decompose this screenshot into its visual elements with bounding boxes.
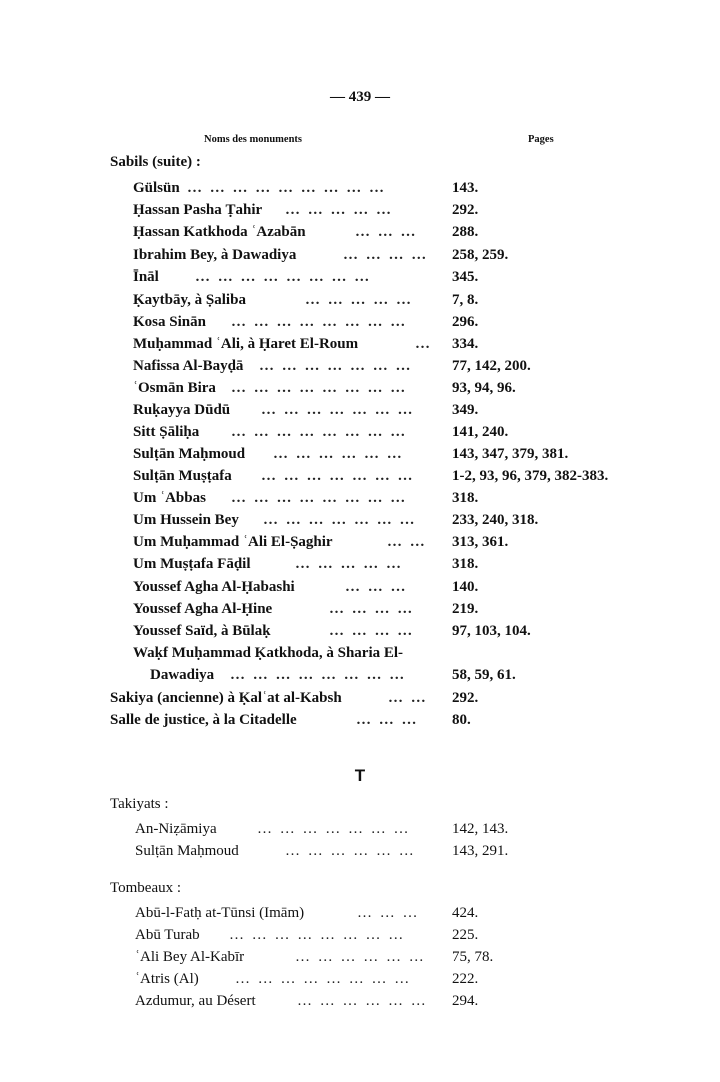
index-entry: [135, 840, 615, 862]
entry-name: Azdumur, au Désert: [135, 993, 256, 1009]
leader-dots: … … …: [345, 579, 408, 595]
index-entry: [133, 333, 613, 355]
leader-dots: … … … … … … … …: [230, 667, 407, 683]
entry-pages: 1-2, 93, 96, 379, 382-383.: [452, 468, 609, 484]
entry-pages: 140.: [452, 579, 479, 595]
index-entry: [133, 576, 613, 598]
index-entry: [133, 509, 613, 531]
entry-name: Ruḳayya Dūdū: [133, 402, 231, 418]
leader-dots: … … … … … …: [295, 949, 426, 965]
index-entry: [133, 465, 653, 487]
entry-name: Sulṭān Maḥmoud: [133, 446, 246, 462]
leader-dots: … … … …: [329, 601, 415, 617]
entry-pages: 233, 240, 318.: [452, 512, 539, 528]
leader-dots: … …: [387, 534, 427, 550]
entry-pages: 143, 347, 379, 381.: [452, 446, 569, 462]
index-entry: [135, 946, 615, 968]
leader-dots: … … … … … …: [273, 446, 404, 462]
index-entry: [133, 377, 613, 399]
leader-dots: … … … … …: [285, 202, 393, 218]
entry-name: Sulṭān Muṣṭafa: [133, 468, 232, 484]
leader-dots: … … … … … … … …: [231, 314, 408, 330]
index-entry: [133, 487, 613, 509]
index-entry: [133, 289, 613, 311]
entry-name: An-Niẓāmiya: [135, 821, 217, 837]
leader-dots: … … … … … …: [285, 843, 416, 859]
entry-pages: 219.: [452, 601, 479, 617]
entry-name: Youssef Saïd, à Būlaḳ: [133, 623, 271, 639]
leader-dots: … … … … … … … …: [231, 424, 408, 440]
leader-dots: … … …: [356, 712, 419, 728]
page-number: — 439 —: [330, 89, 390, 105]
index-entry: [133, 531, 613, 553]
entry-name: Dawadiya: [150, 667, 215, 683]
entry-pages: 143, 291.: [452, 843, 509, 859]
entry-pages: 334.: [452, 336, 479, 352]
index-entry: [133, 311, 613, 333]
entry-pages: 93, 94, 96.: [452, 380, 516, 396]
entry-name: Īnāl: [133, 269, 159, 285]
index-entry: [135, 968, 615, 990]
index-entry: [135, 902, 615, 924]
entry-name: Sulṭān Maḥmoud: [135, 843, 239, 859]
leader-dots: … … … … … … …: [259, 358, 413, 374]
index-entry: [135, 990, 615, 1012]
entry-pages: 288.: [452, 224, 479, 240]
entry-name: Um Muḥammad ʿAli El-Ṣaghir: [133, 534, 333, 550]
index-entry: [133, 177, 613, 199]
entry-pages: 225.: [452, 927, 479, 943]
index-entry: [133, 244, 613, 266]
index-entry: [150, 664, 613, 686]
entry-name: Waḳf Muḥammad Ḳatkhoda, à Sharia El-: [133, 645, 404, 661]
entry-name: ʿAtris (Al): [135, 971, 199, 987]
entry-name: Ḥassan Pasha Ṭahir: [133, 202, 263, 218]
entry-name: Sitt Ṣāliḥa: [133, 424, 200, 440]
entry-name: Kosa Sinān: [133, 314, 206, 330]
leader-dots: … … … … …: [295, 556, 403, 572]
section-heading-sabils: Sabils (suite) :: [110, 154, 201, 170]
entry-pages: 318.: [452, 490, 479, 506]
entry-pages: 313, 361.: [452, 534, 509, 550]
index-entry: [135, 924, 615, 946]
leader-dots: … … … … … … … … …: [187, 180, 386, 196]
index-entry: [133, 421, 613, 443]
column-header-pages: Pages: [528, 134, 554, 145]
entry-name: Um Hussein Bey: [133, 512, 239, 528]
entry-name: Youssef Agha Al-Ḥine: [133, 601, 273, 617]
entry-name: Ibrahim Bey, à Dawadiya: [133, 247, 297, 263]
leader-dots: … … … … … … …: [257, 821, 411, 837]
leader-dots: … … … … … … … …: [229, 927, 406, 943]
index-entry: [133, 553, 613, 575]
index-entry: [133, 443, 613, 465]
entry-pages: 80.: [452, 712, 471, 728]
leader-dots: … … … … …: [305, 292, 413, 308]
entry-pages: 345.: [452, 269, 479, 285]
leader-dots: … … … … … … …: [261, 402, 415, 418]
leader-dots: … … … …: [329, 623, 415, 639]
section-heading-tombeaux: Tombeaux :: [110, 880, 182, 896]
entry-pages: 258, 259.: [452, 247, 509, 263]
leader-dots: … … … … … … … …: [231, 380, 408, 396]
entry-name: Ḳaytbāy, à Ṣaliba: [133, 292, 246, 308]
entry-pages: 142, 143.: [452, 821, 509, 837]
entry-name: ʿAli Bey Al-Kabīr: [135, 949, 245, 965]
entry-name: Gülsün: [133, 180, 180, 196]
entry-pages: 349.: [452, 402, 479, 418]
entry-pages: 292.: [452, 690, 479, 706]
section-heading-takiyats: Takiyats :: [110, 796, 169, 812]
entry-name: ʿOsmān Bira: [133, 380, 216, 396]
index-entry: [110, 687, 613, 709]
entry-name: Youssef Agha Al-Ḥabashi: [133, 579, 295, 595]
index-entry: [133, 199, 613, 221]
entry-name: Abū Turab: [135, 927, 200, 943]
entry-pages: 222.: [452, 971, 479, 987]
entry-pages: 7, 8.: [452, 292, 479, 308]
index-entry: [135, 818, 615, 840]
entry-name: Salle de justice, à la Citadelle: [110, 712, 297, 728]
index-entry: [133, 642, 613, 664]
index-entry: [133, 355, 613, 377]
entry-pages: 75, 78.: [452, 949, 494, 965]
entry-pages: 296.: [452, 314, 479, 330]
entry-name: Ḥassan Katkhoda ʿAzabān: [133, 224, 306, 240]
section-letter-t: T: [354, 766, 366, 785]
entry-name: Nafissa Al-Bayḍā: [133, 358, 244, 374]
index-entry: [110, 709, 613, 731]
entry-pages: 424.: [452, 905, 479, 921]
index-entry: [133, 399, 613, 421]
leader-dots: … … … … … … … …: [231, 490, 408, 506]
entry-pages: 77, 142, 200.: [452, 358, 531, 374]
entry-name: Muḥammad ʿAli, à Ḥaret El-Roum: [133, 336, 359, 352]
entry-pages: 58, 59, 61.: [452, 667, 516, 683]
leader-dots: … … …: [357, 905, 420, 921]
entry-name: Abū-l-Fatḥ at-Tūnsi (Imām): [135, 905, 305, 921]
column-header-names: Noms des monuments: [204, 134, 303, 145]
entry-pages: 294.: [452, 993, 479, 1009]
leader-dots: … … … …: [343, 247, 429, 263]
entry-pages: 97, 103, 104.: [452, 623, 531, 639]
entry-name: Um Muṣṭafa Fāḍil: [133, 556, 251, 572]
leader-dots: … … …: [355, 224, 418, 240]
leader-dots: … … … … … … … …: [195, 269, 372, 285]
entry-name: Sakiya (ancienne) à Ḳalʿat al-Kabsh: [110, 690, 342, 706]
entry-pages: 143.: [452, 180, 479, 196]
entry-pages: 141, 240.: [452, 424, 509, 440]
entry-pages: 292.: [452, 202, 479, 218]
leader-dots: …: [415, 336, 432, 352]
index-entry: [133, 598, 613, 620]
entry-name: Um ʿAbbas: [133, 490, 206, 506]
leader-dots: … …: [388, 690, 428, 706]
leader-dots: … … … … … … …: [261, 468, 415, 484]
entry-pages: 318.: [452, 556, 479, 572]
index-entry: [133, 266, 613, 288]
leader-dots: … … … … … … …: [263, 512, 417, 528]
leader-dots: … … … … … … … …: [235, 971, 412, 987]
index-entry: [133, 221, 613, 243]
leader-dots: … … … … … …: [297, 993, 428, 1009]
index-entry: [133, 620, 613, 642]
